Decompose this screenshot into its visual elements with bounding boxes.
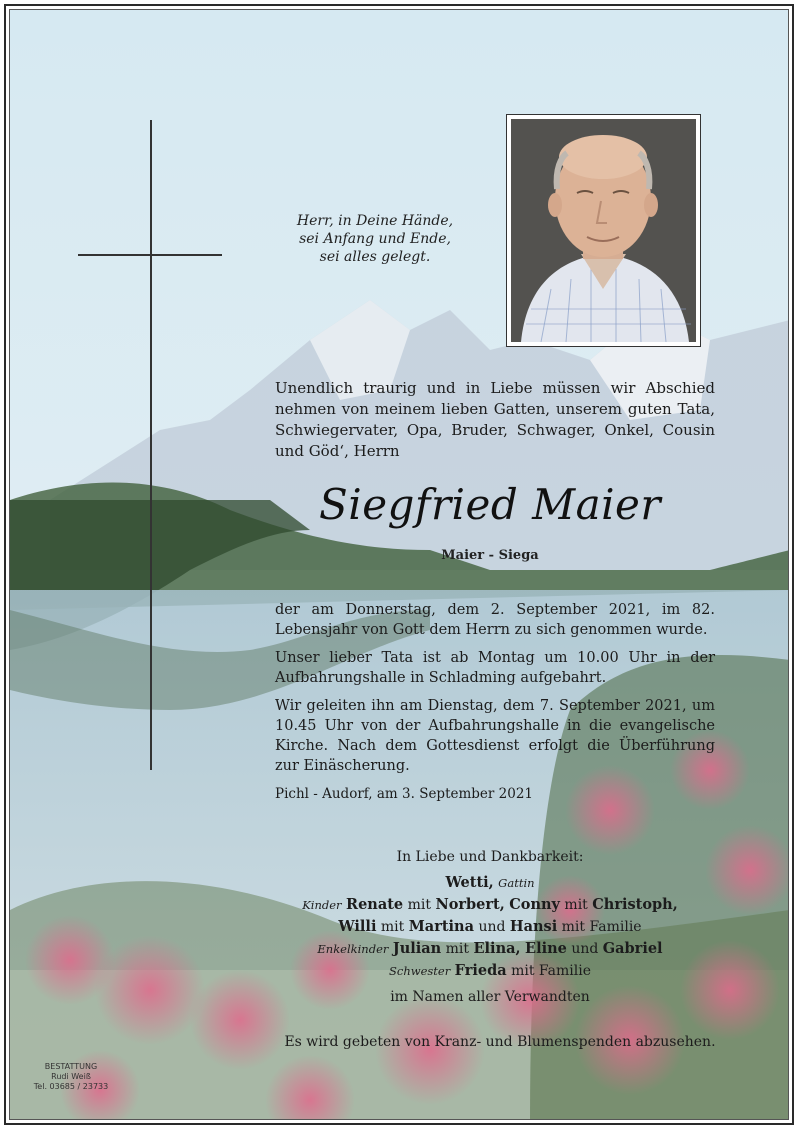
cross-bar xyxy=(78,254,222,256)
wife-name: Wetti, xyxy=(445,874,494,891)
viewing-paragraph: Unser lieber Tata ist ab Montag um 10.00 Uhr in der Aufbahrungshalle in Schladming aufgebahrt. xyxy=(275,650,715,686)
connector: mit xyxy=(564,897,588,913)
grandchild-name: Julian xyxy=(392,940,442,957)
wife-line xyxy=(290,872,690,894)
cross-icon xyxy=(150,120,152,770)
deceased-nickname: Maier - Siega xyxy=(441,548,539,563)
connector: mit xyxy=(445,941,470,957)
death-notice-paragraph: der am Donnerstag, dem 2. September 2021, im 82. Lebensjahr von Gott dem Herrn zu sich genommen wurde. xyxy=(275,602,715,638)
grandchild-name: Eline xyxy=(525,940,567,957)
portrait-frame xyxy=(506,114,701,347)
funeral-paragraph: Wir geleiten ihn am Dienstag, dem 7. September 2021, um 10.45 Uhr von der Aufbahrungshalle in die evangelische Kirche. Nach dem Gottesdienst erfolgt die Überführung zur Einäscherung. xyxy=(275,698,715,774)
intro-text: Unendlich traurig und in Liebe müssen wir Abschied nehmen von meinem lieben Gatten, unserem guten Tata, Schwiegervater, Opa, Bruder, Schwager, Onkel, Cousin und Göd‘, Herrn xyxy=(275,379,715,460)
portrait-photo xyxy=(511,119,696,342)
connector: mit xyxy=(407,897,431,913)
children-line-2 xyxy=(290,916,690,938)
sister-line xyxy=(290,960,690,982)
donation-request: Es wird gebeten von Kranz- und Blumenspenden abzusehen. xyxy=(284,1034,716,1050)
mourners-heading: In Liebe und Dankbarkeit: xyxy=(396,849,584,865)
sister-label: Schwester xyxy=(389,964,451,978)
wife-label: Gattin xyxy=(498,876,535,890)
prayer-line-2: sei Anfang und Ende, xyxy=(299,231,451,247)
relatives-line: im Namen aller Verwandten xyxy=(390,989,590,1005)
grandchild-name: Elina, xyxy=(473,940,521,957)
funeral-home-phone: Tel. 03685 / 23733 xyxy=(33,1082,109,1091)
child-name: Renate xyxy=(346,896,404,913)
child-name: Willi xyxy=(338,918,377,935)
connector: und xyxy=(478,919,506,935)
place-date: Pichl - Audorf, am 3. September 2021 xyxy=(275,786,534,802)
children-line-1 xyxy=(290,894,690,916)
prayer-line-3: sei alles gelegt. xyxy=(319,249,431,265)
child-name: Hansi xyxy=(509,918,558,935)
death-details xyxy=(275,600,715,812)
mourners-list xyxy=(290,846,690,1008)
sister-name: Frieda xyxy=(454,962,507,979)
grandchild-name: Gabriel xyxy=(602,940,663,957)
family-suffix: mit Familie xyxy=(511,963,591,979)
partner-name: Norbert, xyxy=(435,896,505,913)
partner-name: Christoph, xyxy=(592,896,678,913)
grandchildren-label: Enkelkinder xyxy=(317,942,389,956)
grandchildren-line xyxy=(290,938,690,960)
deceased-name: Siegfried Maier xyxy=(318,480,661,529)
connector: und xyxy=(571,941,599,957)
funeral-home-title: BESTATTUNG xyxy=(44,1062,98,1071)
funeral-home-owner: Rudi Weiß xyxy=(51,1072,91,1081)
connector: mit xyxy=(380,919,405,935)
prayer-line-1: Herr, in Deine Hände, xyxy=(296,213,454,229)
family-suffix: mit Familie xyxy=(561,919,642,935)
child-name: Conny xyxy=(509,896,560,913)
children-label: Kinder xyxy=(302,898,342,912)
funeral-home-info xyxy=(26,1062,116,1092)
prayer-verse xyxy=(290,212,460,266)
partner-name: Martina xyxy=(408,918,474,935)
